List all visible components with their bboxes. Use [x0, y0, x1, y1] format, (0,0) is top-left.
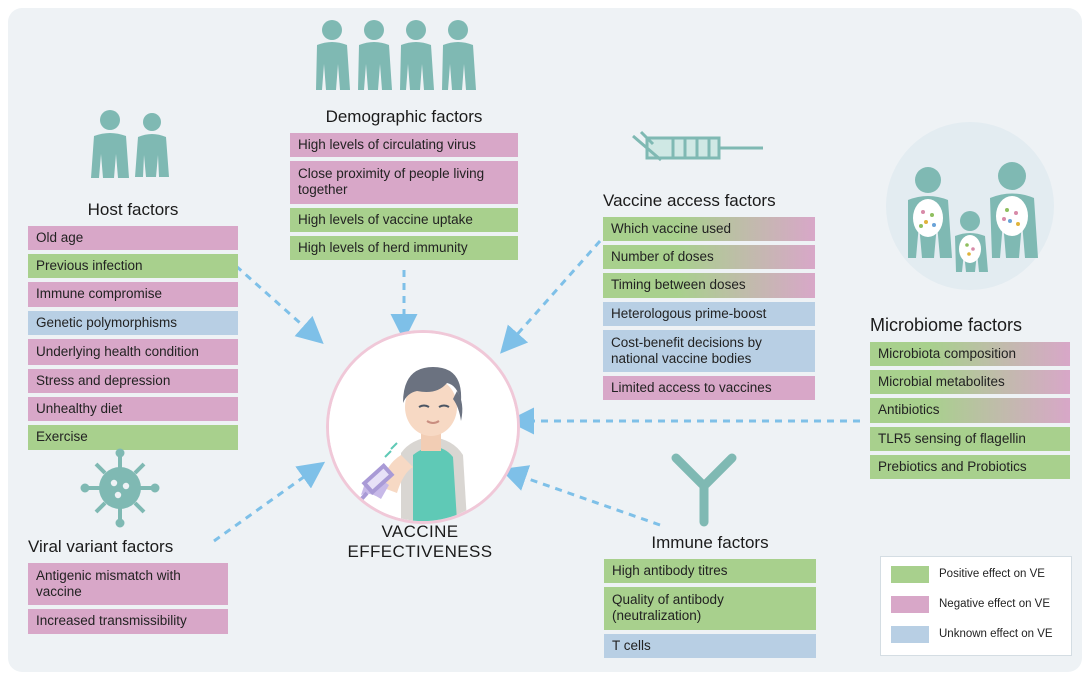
chip-list — [870, 342, 1070, 479]
factor-chip[interactable]: Timing between doses — [603, 273, 815, 297]
factor-chip[interactable]: Close proximity of people living together — [290, 161, 518, 203]
factor-chip[interactable]: Unhealthy diet — [28, 397, 238, 421]
group-immune-factors — [604, 448, 816, 662]
factor-chip[interactable]: High levels of circulating virus — [290, 133, 518, 157]
factor-chip[interactable]: Antigenic mismatch with vaccine — [28, 563, 228, 605]
group-viral-variant-factors — [28, 448, 228, 638]
chip-list — [290, 133, 518, 260]
group-title: Microbiome factors — [870, 315, 1023, 335]
legend — [880, 556, 1072, 656]
factor-chip[interactable]: Exercise — [28, 425, 238, 449]
syringe-icon — [613, 128, 793, 180]
factor-chip[interactable]: Limited access to vaccines — [603, 376, 815, 400]
factor-chip[interactable]: Which vaccine used — [603, 217, 815, 241]
factor-chip[interactable]: Antibiotics — [870, 398, 1070, 422]
vaccine-effectiveness-illustration — [326, 330, 520, 524]
factor-chip[interactable]: Genetic polymorphisms — [28, 311, 238, 335]
two-people-icon — [80, 108, 190, 188]
diagram-canvas — [8, 8, 1082, 672]
legend-label: Unknown effect on VE — [939, 628, 1053, 640]
factor-chip[interactable]: Heterologous prime-boost — [603, 302, 815, 326]
antibody-icon — [654, 448, 754, 526]
group-title: Vaccine access factors — [603, 191, 776, 210]
legend-row — [891, 561, 1071, 587]
factor-chip[interactable]: Cost-benefit decisions by national vaccine bodies — [603, 330, 815, 372]
factor-chip[interactable]: Increased transmissibility — [28, 609, 228, 633]
four-people-icon — [312, 18, 482, 98]
factor-chip[interactable]: Quality of antibody (neutralization) — [604, 587, 816, 629]
family-microbiome-icon — [870, 118, 1070, 308]
factor-chip[interactable]: Microbial metabolites — [870, 370, 1070, 394]
legend-label: Positive effect on VE — [939, 568, 1045, 580]
chip-list — [28, 226, 238, 450]
factor-chip[interactable]: Stress and depression — [28, 369, 238, 393]
chip-list — [603, 217, 815, 400]
group-microbiome-factors — [870, 118, 1070, 483]
factor-chip[interactable]: High levels of herd immunity — [290, 236, 518, 260]
factor-chip[interactable]: Underlying health condition — [28, 339, 238, 365]
chip-list — [604, 559, 816, 658]
factor-chip[interactable]: Microbiota composition — [870, 342, 1070, 366]
virus-icon — [80, 448, 160, 528]
factor-chip[interactable]: Number of doses — [603, 245, 815, 269]
factor-chip[interactable]: T cells — [604, 634, 816, 658]
legend-row — [891, 621, 1071, 647]
group-title: Immune factors — [651, 533, 769, 552]
group-title: Host factors — [87, 200, 179, 219]
chip-list — [28, 563, 228, 634]
legend-swatch-unknown — [891, 626, 929, 643]
group-title: Viral variant factors — [28, 537, 174, 556]
legend-swatch-negative — [891, 596, 929, 613]
factor-chip[interactable]: High levels of vaccine uptake — [290, 208, 518, 232]
legend-label: Negative effect on VE — [939, 598, 1051, 610]
group-vaccine-access-factors — [603, 128, 815, 404]
factor-chip[interactable]: Immune compromise — [28, 282, 238, 306]
factor-chip[interactable]: TLR5 sensing of flagellin — [870, 427, 1070, 451]
legend-swatch-positive — [891, 566, 929, 583]
factor-chip[interactable]: Previous infection — [28, 254, 238, 278]
factor-chip[interactable]: Old age — [28, 226, 238, 250]
factor-chip[interactable]: High antibody titres — [604, 559, 816, 583]
group-host-factors — [28, 113, 238, 454]
vaccine-effectiveness-label: VACCINE EFFECTIVENESS — [347, 522, 493, 561]
group-title: Demographic factors — [325, 107, 483, 126]
group-demographic-factors — [290, 18, 518, 264]
factor-chip[interactable]: Prebiotics and Probiotics — [870, 455, 1070, 479]
legend-row — [891, 591, 1071, 617]
